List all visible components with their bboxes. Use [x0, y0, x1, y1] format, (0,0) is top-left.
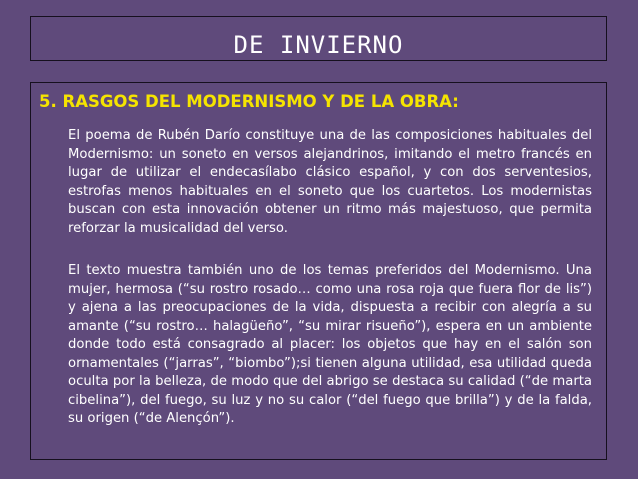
- title-frame: [30, 16, 607, 61]
- body-paragraph-1: El poema de Rubén Darío constituye una de las composiciones habituales del Modernismo: un soneto en versos alejandrinos, imitando el metro francés en lugar de utilizar el endecasílabo clásico español, y con dos serventesios, estrofas menos habituales en el soneto que los cuartetos. Los modernistas buscan con esta innovación obtener un ritmo más majestuoso, que permita reforzar la musicalidad del verso.: [68, 128, 592, 236]
- section-heading: 5. RASGOS DEL MODERNISMO Y DE LA OBRA:: [39, 92, 459, 111]
- content-frame: [30, 82, 607, 460]
- slide-title: DE INVIERNO: [233, 31, 404, 59]
- body-paragraph-2: El texto muestra también uno de los temas preferidos del Modernismo. Una mujer, hermosa (“su rostro rosado… como una rosa roja que fuera flor de lis”) y ajena a las preocupaciones de la vida, dispuesta a recibir con alegría a su amante (“su rostro… halagüeño”, “su mirar risueño”), espera en un ambiente donde todo está consagrado al placer: los objetos que hay en el salón son ornamentales (“jarras”, “biombo”);si tienen alguna utilidad, esa utilidad queda oculta por la belleza, de modo que del abrigo se destaca su calidad (“de marta cibelina”), del fuego, su luz y no su calor (“del fuego que brilla”) y de la falda, su origen (“de Alençón”).: [68, 263, 592, 426]
